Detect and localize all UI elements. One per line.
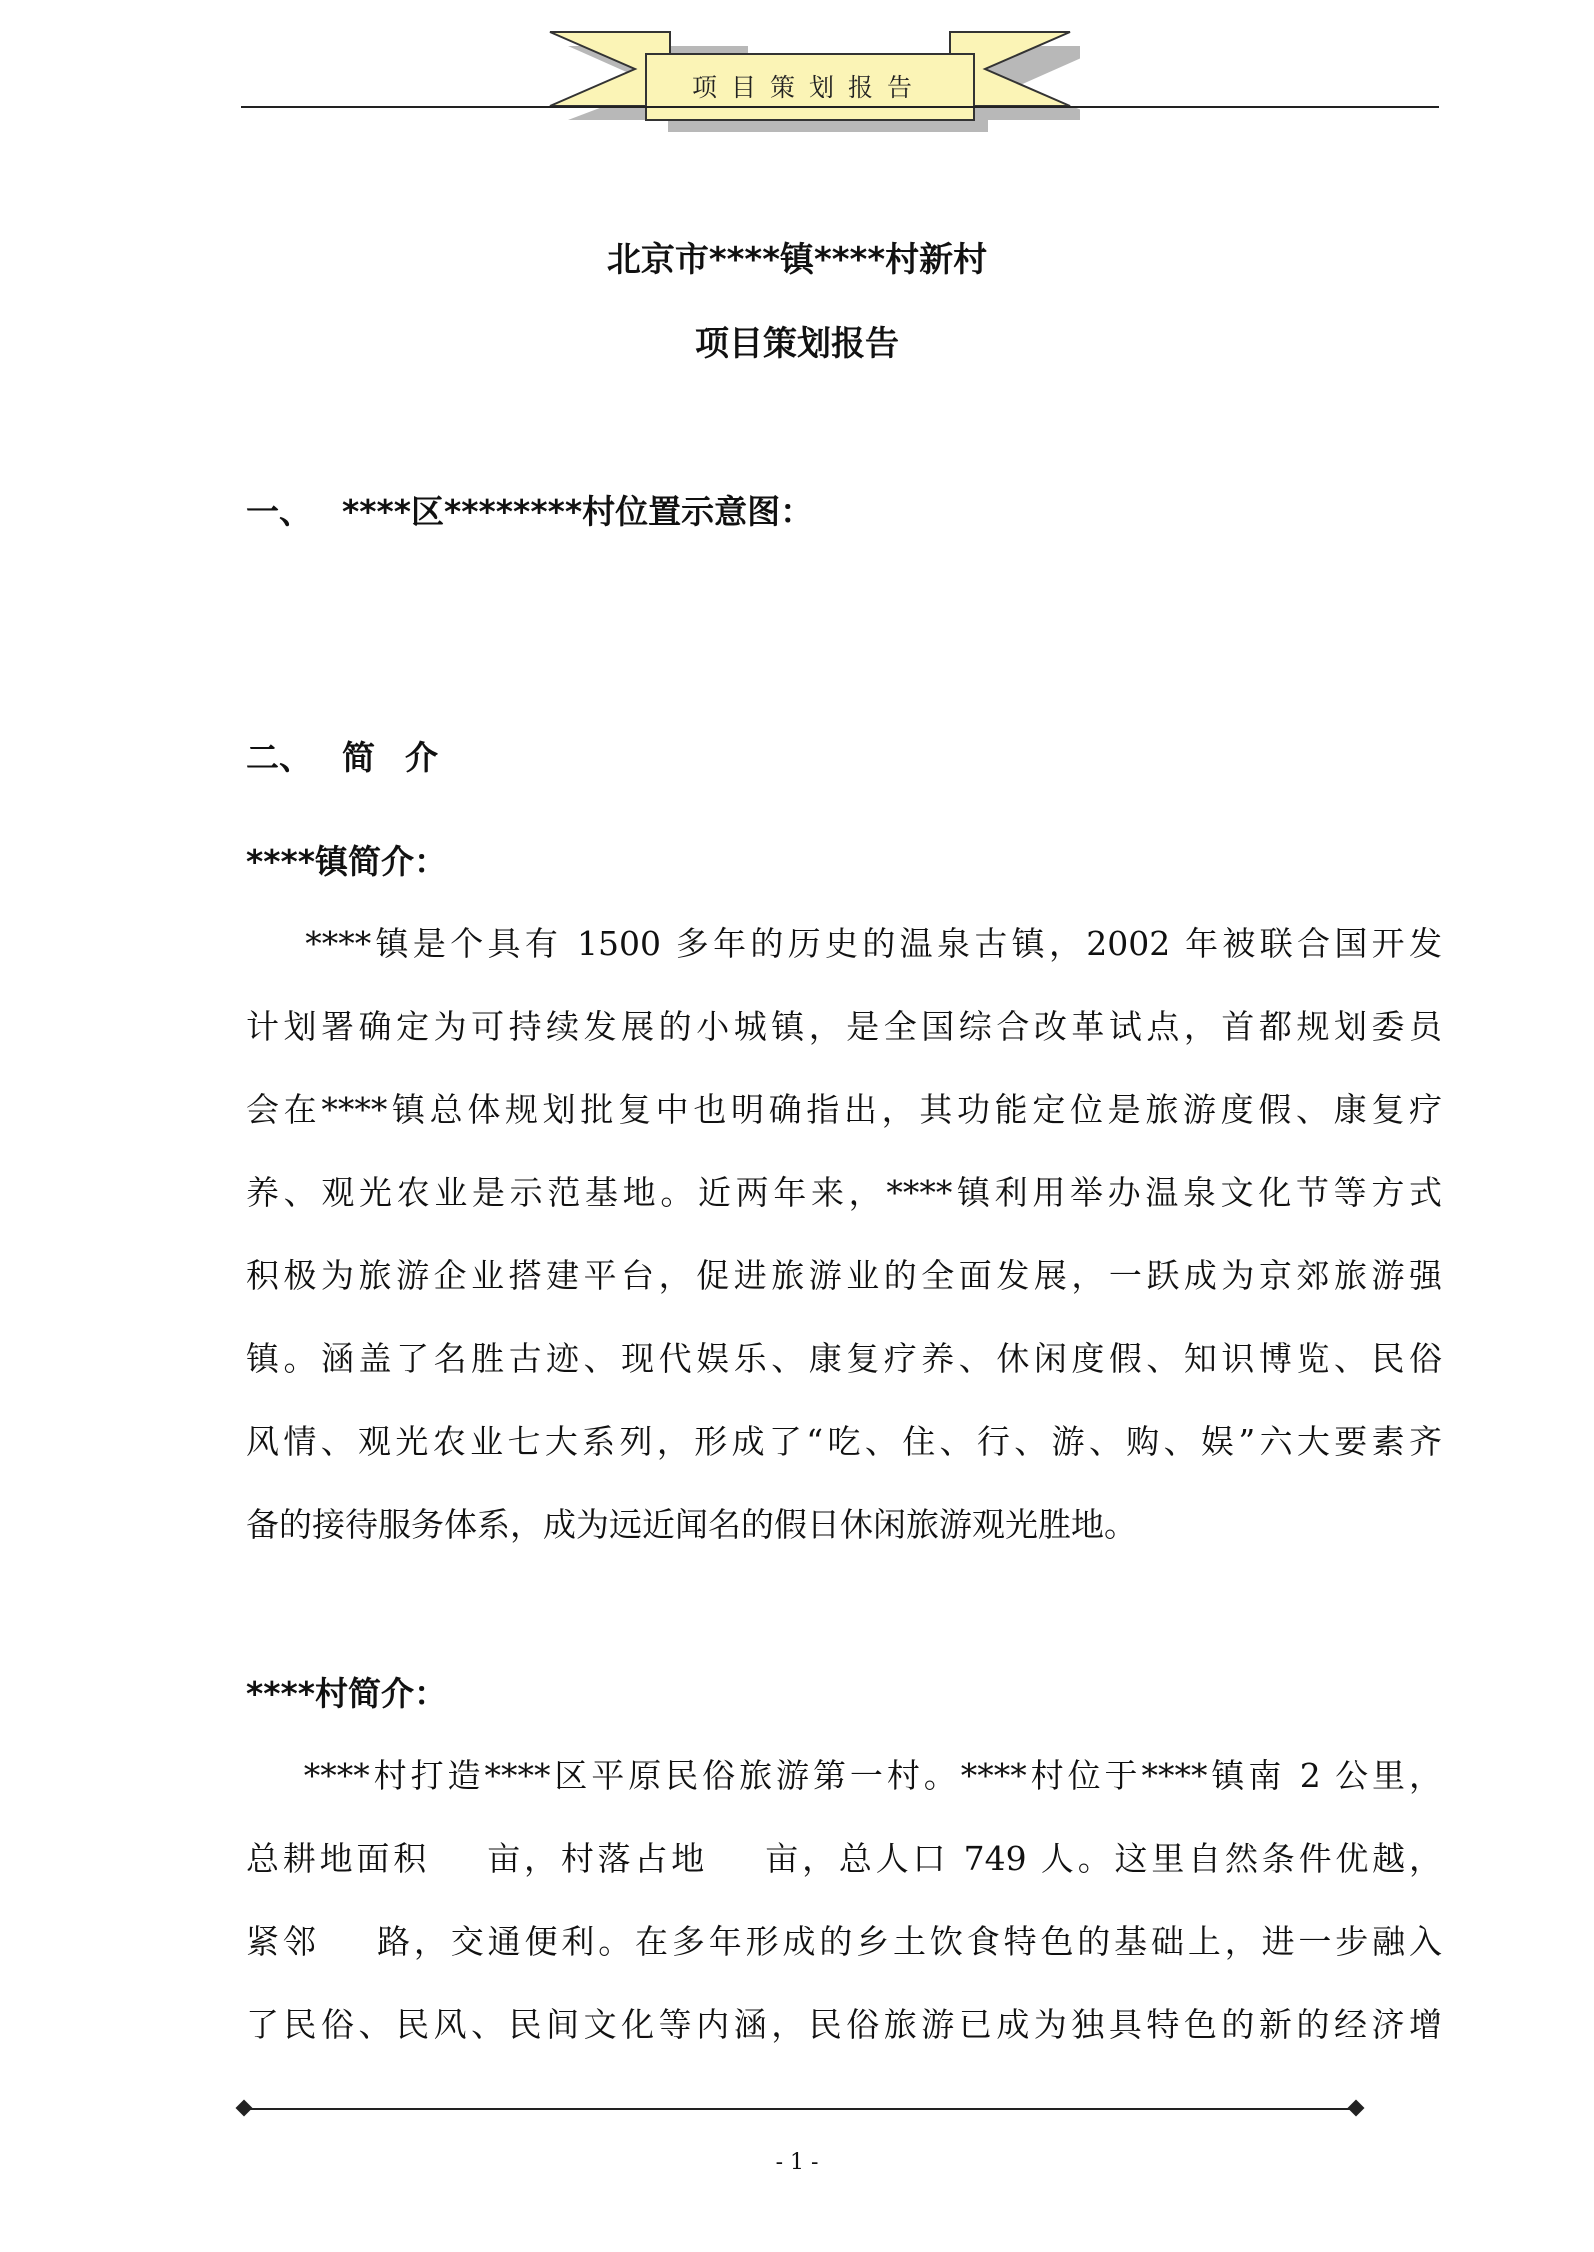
village-intro-paragraph [246,1734,1442,2066]
paragraph-line: 养、观光农业是示范基地。近两年来，****镇利用举办温泉文化节等方式 [246,1173,1442,1212]
paragraph-line: 备的接待服务体系，成为远近闻名的假日休闲旅游观光胜地。 [246,1505,1137,1544]
footer-diamond-left-icon [236,2100,253,2117]
section-heading-introduction [246,732,468,779]
section-number: 二、 [246,738,312,777]
section-title: ****区********村位置示意图： [342,492,814,531]
paragraph-line: 镇。涵盖了名胜古迹、现代娱乐、康复疗养、休闲度假、知识博览、民俗 [246,1339,1442,1378]
town-intro-paragraph [246,902,1442,1566]
paragraph-line: 会在****镇总体规划批复中也明确指出，其功能定位是旅游度假、康复疗 [246,1090,1442,1129]
document-title-line2: 项目策划报告 [695,324,899,364]
paragraph-line: 总耕地面积 亩，村落占地 亩，总人口 749 人。这里自然条件优越， [246,1839,1442,1878]
header-banner-label: 项目策划报告 [691,73,926,102]
paragraph-line: 了民俗、民风、民间文化等内涵，民俗旅游已成为独具特色的新的经济增 [246,2005,1442,2044]
paragraph-line: ****村打造****区平原民俗旅游第一村。****村位于****镇南 2 公里， [246,1756,1442,1795]
page-number: - 1 - [775,2150,819,2175]
paragraph-line: 积极为旅游企业搭建平台，促进旅游业的全面发展，一跃成为京郊旅游强 [246,1256,1442,1295]
paragraph-line: ****镇是个具有 1500 多年的历史的温泉古镇，2002 年被联合国开发 [246,924,1442,963]
document-title-line1: 北京市****镇****村新村 [606,240,988,280]
footer-diamond-right-icon [1348,2100,1365,2117]
header-rule [241,106,1439,108]
section-number: 一、 [246,492,312,531]
section-heading-location-map [246,486,813,533]
paragraph-line: 紧邻 路，交通便利。在多年形成的乡土饮食特色的基础上，进一步融入 [246,1922,1442,1961]
section-title: 简介 [342,738,468,777]
footer-rule [244,2108,1356,2110]
town-intro-heading: ****镇简介： [246,842,448,881]
paragraph-line: 计划署确定为可持续发展的小城镇，是全国综合改革试点，首都规划委员 [246,1007,1442,1046]
village-intro-heading: ****村简介： [246,1674,448,1713]
paragraph-line: 风情、观光农业七大系列，形成了“吃、住、行、游、购、娱”六大要素齐 [246,1422,1442,1461]
